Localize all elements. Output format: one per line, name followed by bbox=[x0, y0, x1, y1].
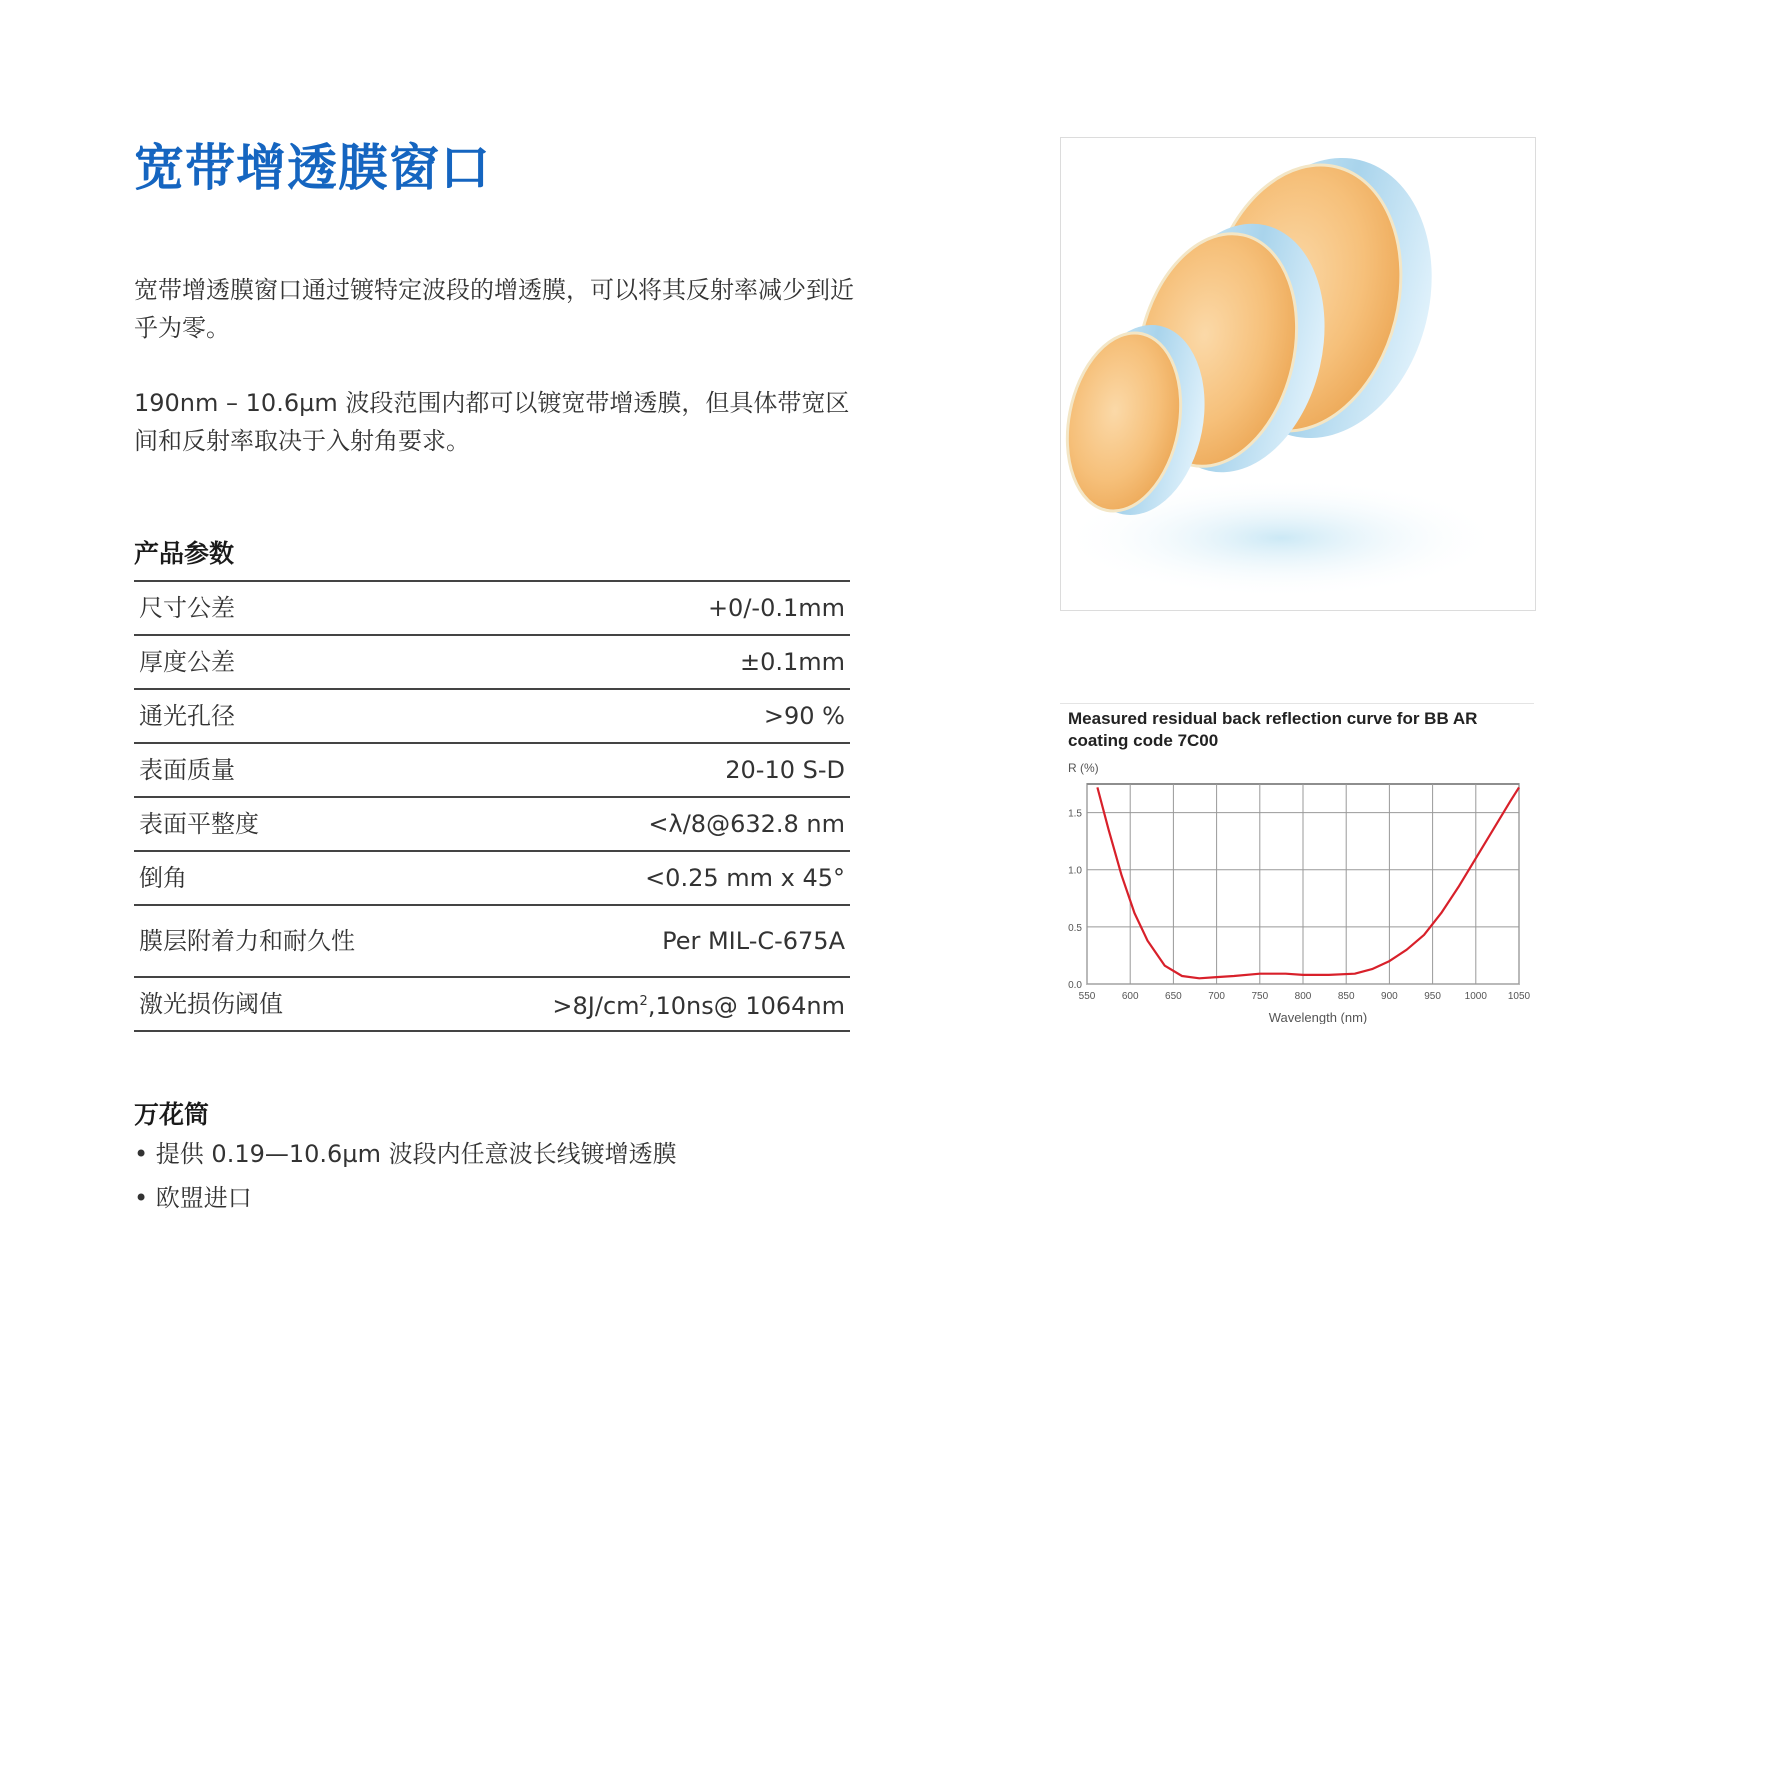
x-tick-label: 900 bbox=[1381, 991, 1398, 1002]
table-row bbox=[134, 977, 850, 1031]
y-axis-label: R (%) bbox=[1068, 761, 1099, 775]
x-tick-label: 800 bbox=[1294, 991, 1312, 1002]
y-tick-label: 0.5 bbox=[1068, 922, 1082, 934]
x-tick-label: 950 bbox=[1424, 991, 1441, 1002]
table-row bbox=[134, 635, 850, 689]
x-tick-label: 600 bbox=[1121, 991, 1139, 1002]
x-tick-label: 850 bbox=[1337, 991, 1355, 1002]
feature-list bbox=[134, 1132, 677, 1220]
spec-label: 倒角 bbox=[134, 851, 364, 905]
x-tick-label: 700 bbox=[1208, 991, 1225, 1002]
y-tick-label: 1.5 bbox=[1068, 808, 1082, 820]
x-tick-label: 1050 bbox=[1507, 991, 1531, 1002]
reflection-chart bbox=[1060, 703, 1534, 1024]
spec-value: <λ/8@632.8 nm bbox=[364, 797, 850, 851]
intro-paragraph: 宽带增透膜窗口通过镀特定波段的增透膜，可以将其反射率减少到近乎为零。 bbox=[134, 276, 854, 342]
spec-value: Per MIL-C-675A bbox=[364, 905, 850, 977]
table-row bbox=[134, 905, 850, 977]
chart-plot bbox=[1060, 704, 1534, 1024]
spec-label: 尺寸公差 bbox=[134, 581, 364, 635]
table-row bbox=[134, 743, 850, 797]
product-photo bbox=[1060, 137, 1536, 611]
spec-label: 厚度公差 bbox=[134, 635, 364, 689]
value-superscript: 2 bbox=[639, 994, 648, 1009]
value-suffix: ,10ns@ 1064nm bbox=[647, 992, 845, 1020]
chart-title: Measured residual back reflection curve for BB AR coating code 7C00 bbox=[1068, 709, 1478, 750]
spec-value: ±0.1mm bbox=[364, 635, 850, 689]
x-tick-label: 650 bbox=[1165, 991, 1182, 1002]
spec-value: <0.25 mm x 45° bbox=[364, 851, 850, 905]
spec-label: 通光孔径 bbox=[134, 689, 364, 743]
spec-value: +0/-0.1mm bbox=[364, 581, 850, 635]
x-tick-label: 1000 bbox=[1464, 991, 1487, 1002]
kaleido-heading: 万花筒 bbox=[134, 1100, 210, 1129]
spec-value: 20-10 S-D bbox=[364, 743, 850, 797]
spec-value bbox=[364, 977, 850, 1031]
table-row bbox=[134, 689, 850, 743]
list-item: • 欧盟进口 bbox=[134, 1176, 677, 1220]
spec-table bbox=[134, 580, 850, 1032]
spec-label: 表面质量 bbox=[134, 743, 364, 797]
reflection-curve bbox=[1097, 787, 1519, 978]
lens-illustration bbox=[1061, 138, 1535, 610]
spec-label: 激光损伤阈值 bbox=[134, 977, 364, 1031]
x-axis-label: Wavelength (nm) bbox=[1268, 1010, 1368, 1024]
wavelength-paragraph: 190nm – 10.6µm 波段范围内都可以镀宽带增透膜，但具体带宽区间和反射率取决于入射角要求。 bbox=[134, 389, 850, 455]
spec-value: >90 % bbox=[364, 689, 850, 743]
page-title: 宽带增透膜窗口 bbox=[134, 139, 491, 197]
table-row bbox=[134, 581, 850, 635]
x-tick-label: 750 bbox=[1251, 991, 1269, 1002]
table-row bbox=[134, 851, 850, 905]
y-tick-label: 0.0 bbox=[1068, 980, 1082, 991]
params-heading: 产品参数 bbox=[134, 539, 235, 568]
spec-label: 表面平整度 bbox=[134, 797, 364, 851]
x-tick-label: 550 bbox=[1078, 991, 1096, 1002]
spec-label: 膜层附着力和耐久性 bbox=[134, 905, 364, 977]
table-row bbox=[134, 797, 850, 851]
list-item: • 提供 0.19—10.6µm 波段内任意波长线镀增透膜 bbox=[134, 1132, 677, 1176]
value-prefix: >8J/cm bbox=[552, 992, 640, 1020]
y-tick-label: 1.0 bbox=[1068, 865, 1082, 877]
